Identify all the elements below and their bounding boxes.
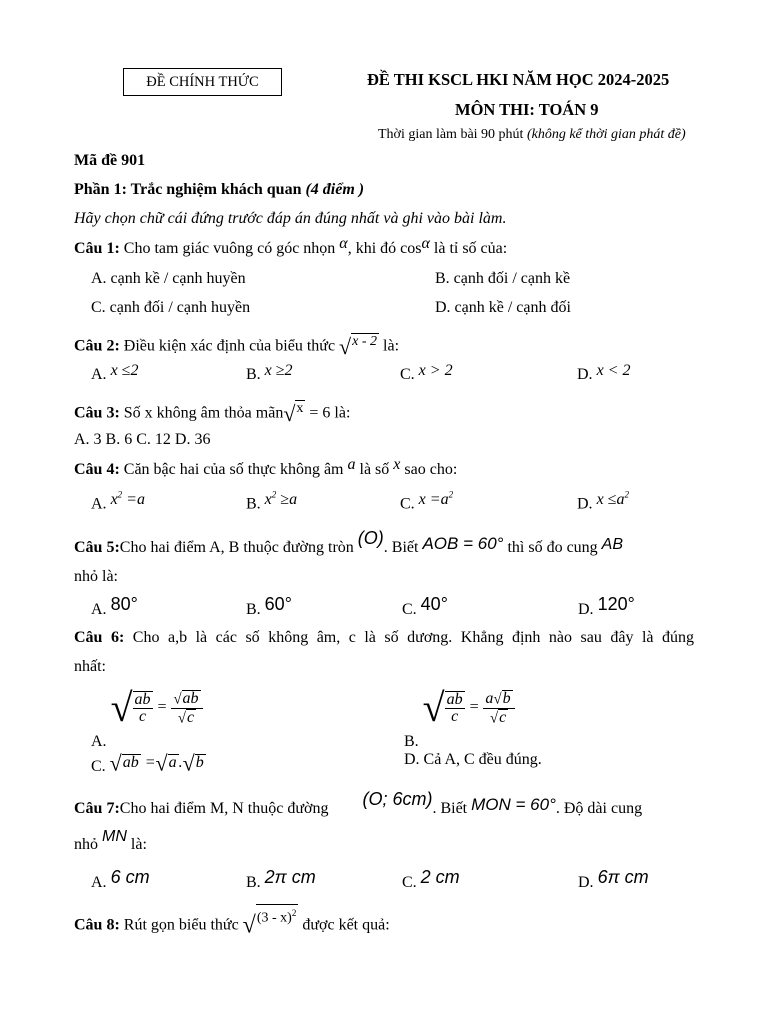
q3-options: A. 3 B. 6 C. 12 D. 36	[74, 431, 211, 448]
option-label: B.	[246, 495, 261, 513]
sqrt-sign: √	[493, 691, 502, 708]
question-text: . Biết	[383, 539, 423, 556]
alpha-symbol: α	[421, 235, 430, 252]
question-label: Câu 7:	[74, 800, 120, 817]
q6-option-b	[404, 685, 515, 750]
circle-o-6cm: (O; 6cm)	[362, 789, 433, 809]
option-value: 120°	[597, 594, 635, 614]
sqrt-sign: √	[422, 685, 445, 730]
question-text: được kết quả:	[298, 916, 390, 934]
question-text: . Độ dài cung	[555, 800, 643, 817]
option-value: 80°	[110, 594, 138, 614]
option-label: A.	[91, 495, 107, 513]
question-5	[74, 528, 624, 557]
sqrt-sign: √	[173, 691, 182, 708]
exam-subject: MÔN THI: TOÁN 9	[455, 100, 599, 119]
denominator: c	[138, 708, 147, 725]
radicand: x - 2	[352, 333, 378, 349]
part1-title: Phần 1: Trắc nghiệm khách quan	[74, 181, 306, 198]
option-value: =a	[122, 491, 145, 509]
question-7	[74, 789, 694, 818]
equals-sign: =	[468, 698, 480, 716]
option-label: A.	[91, 366, 107, 383]
question-1	[74, 235, 508, 258]
q1-option-c: C. cạnh đối / cạnh huyền	[91, 299, 251, 316]
option-label: C.	[402, 874, 417, 891]
option-value: 60°	[264, 594, 292, 614]
q4-option-b	[246, 490, 298, 513]
q1-option-b: B. cạnh đối / cạnh kề	[435, 270, 571, 287]
radicand: x	[296, 400, 304, 416]
part1-points: (4 điểm )	[305, 181, 365, 198]
equals-sign: =	[156, 698, 168, 716]
option-value: x	[110, 491, 118, 509]
q1-option-a: A. cạnh kề / cạnh huyền	[91, 270, 246, 287]
fraction	[445, 691, 465, 725]
question-label: Câu 3:	[74, 404, 120, 422]
q5-line2: nhỏ là:	[74, 568, 118, 585]
exponent: 2	[624, 490, 629, 500]
question-label: Câu 2:	[74, 337, 120, 355]
radicand: c	[186, 708, 195, 726]
option-label: A.	[91, 732, 107, 750]
exponent: 2	[117, 490, 123, 500]
alpha-symbol: α	[339, 235, 348, 252]
radicand: (3 - x)	[256, 910, 292, 926]
option-label: C.	[402, 601, 417, 618]
question-label: Câu 5:	[74, 539, 120, 556]
sqrt-sign: √	[155, 750, 168, 775]
q4-option-d	[577, 490, 629, 513]
question-text: là tỉ số của:	[429, 240, 508, 257]
option-label: D.	[577, 366, 593, 383]
time-text: Thời gian làm bài 90 phút	[378, 127, 527, 142]
sqrt-sign: √	[242, 912, 256, 939]
denominator: c	[451, 708, 459, 725]
arc-ab: AB	[601, 536, 624, 553]
q1-option-d: D. cạnh kề / cạnh đối	[435, 299, 571, 316]
q7-option-b	[246, 867, 316, 892]
var-a: a	[347, 456, 356, 473]
question-text: Cho hai điểm M, N thuộc đường	[119, 800, 333, 817]
question-3	[74, 401, 350, 427]
sqrt-sign: √	[489, 709, 499, 726]
sqrt-sign: √	[110, 685, 133, 730]
option-value: 2 cm	[420, 867, 460, 887]
question-8	[74, 908, 390, 939]
q7-option-a	[91, 867, 150, 892]
coefficient: a	[485, 690, 494, 708]
option-label: B.	[404, 732, 419, 750]
q6-option-c	[91, 750, 206, 776]
question-label: Câu 1:	[74, 240, 120, 257]
q5-option-b	[246, 594, 292, 619]
question-label: Câu 8:	[74, 916, 120, 934]
question-text: , khi đó cos	[347, 240, 422, 257]
radicand: ab	[182, 690, 199, 708]
question-label: Câu 6:	[74, 629, 125, 646]
option-label: B.	[246, 874, 261, 891]
q7-line2	[74, 828, 147, 854]
var-x: x	[393, 456, 401, 473]
equals-sign: =	[144, 753, 156, 771]
question-text: = 6 là:	[305, 404, 351, 422]
option-value: 6π cm	[597, 867, 649, 887]
exam-time	[378, 127, 686, 143]
option-value: x ≤2	[110, 362, 139, 379]
radicand: ab	[122, 753, 139, 771]
q2-option-d	[577, 362, 631, 384]
question-4	[74, 456, 458, 479]
question-text: là số	[355, 461, 394, 478]
dot: .	[178, 753, 183, 771]
q4-option-a	[91, 490, 145, 513]
q5-option-d	[578, 594, 635, 619]
radicand: b	[195, 753, 204, 771]
question-text: Căn bậc hai của số thực không âm	[119, 461, 348, 478]
fraction	[171, 690, 202, 726]
time-note: (không kể thời gian phát đề)	[526, 127, 686, 142]
question-text: . Biết	[432, 800, 472, 817]
question-text: nhỏ	[74, 836, 102, 853]
option-label: A.	[91, 874, 107, 891]
arc-mn: MN	[102, 828, 127, 845]
question-text: Điều kiện xác định của biểu thức	[119, 337, 340, 355]
sqrt-sign: √	[182, 750, 195, 775]
q5-option-c	[402, 594, 448, 619]
question-text: Rút gọn biểu thức	[119, 916, 243, 934]
part1-heading	[74, 181, 364, 199]
angle-mon: MON = 60°	[471, 795, 556, 814]
exponent: 2	[448, 490, 454, 500]
question-2	[74, 334, 399, 360]
q2-option-c	[400, 362, 453, 384]
q6-option-d: D. Cả A, C đều đúng.	[404, 751, 542, 768]
exponent: 2	[271, 490, 277, 500]
question-text: thì số đo cung	[503, 539, 602, 556]
q6-option-a	[91, 685, 203, 750]
radicand: c	[499, 708, 507, 726]
option-label: C.	[91, 757, 106, 775]
sqrt-sign: √	[283, 401, 296, 426]
q2-option-a	[91, 362, 139, 384]
option-label: D.	[578, 601, 594, 618]
option-label: A.	[91, 601, 107, 618]
fraction	[133, 691, 153, 725]
option-value: 6 cm	[110, 867, 150, 887]
question-text: là:	[379, 337, 400, 355]
question-label: Câu 4:	[74, 461, 120, 478]
official-label: ĐỀ CHÍNH THỨC	[123, 68, 282, 96]
option-value: 40°	[420, 594, 448, 614]
q6-line2: nhất:	[74, 658, 106, 675]
question-text: Số x không âm thỏa mãn	[119, 404, 284, 422]
sqrt-sign: √	[177, 709, 186, 726]
question-text: Cho hai điểm A, B thuộc đường tròn	[119, 539, 358, 556]
question-text: là:	[126, 836, 147, 853]
circle-o: (O)	[357, 528, 384, 548]
exponent: 2	[291, 908, 297, 918]
option-value: x > 2	[418, 362, 453, 379]
option-value: x ≥2	[264, 362, 293, 379]
q2-option-b	[246, 362, 293, 384]
q5-option-a	[91, 594, 138, 619]
exam-code: Mã đề 901	[74, 152, 146, 169]
option-label: C.	[400, 495, 415, 513]
option-value: 2π cm	[264, 867, 316, 887]
option-label: D.	[578, 874, 594, 891]
option-label: B.	[246, 366, 261, 383]
option-value: ≥a	[276, 491, 298, 509]
numerator: ab	[134, 691, 151, 708]
radicand: b	[502, 690, 511, 708]
option-label: B.	[246, 601, 261, 618]
radicand: a	[168, 753, 177, 771]
option-label: D.	[577, 495, 593, 513]
q4-option-c	[400, 490, 454, 513]
sqrt-sign: √	[339, 334, 352, 359]
exam-title: ĐỀ THI KSCL HKI NĂM HỌC 2024-2025	[367, 70, 670, 89]
q7-option-c	[402, 867, 460, 892]
option-value: x < 2	[596, 362, 631, 379]
part1-instruction: Hãy chọn chữ cái đứng trước đáp án đúng nhất và ghi vào bài làm.	[74, 210, 507, 227]
question-text: Cho a,b là các số không âm, c là số dương. Khẳng định nào sau đây là đúng	[124, 629, 695, 646]
question-6	[74, 629, 694, 647]
option-value: x ≤a	[596, 491, 625, 509]
angle-aob: AOB = 60°	[422, 534, 504, 553]
numerator: ab	[446, 691, 463, 708]
option-value: x =a	[418, 491, 449, 509]
sqrt-sign: √	[109, 750, 122, 775]
question-text: Cho tam giác vuông có góc nhọn	[119, 240, 340, 257]
question-text: sao cho:	[400, 461, 458, 478]
option-label: C.	[400, 366, 415, 383]
option-value: x	[264, 491, 272, 509]
q7-option-d	[578, 867, 649, 892]
fraction	[483, 690, 514, 726]
